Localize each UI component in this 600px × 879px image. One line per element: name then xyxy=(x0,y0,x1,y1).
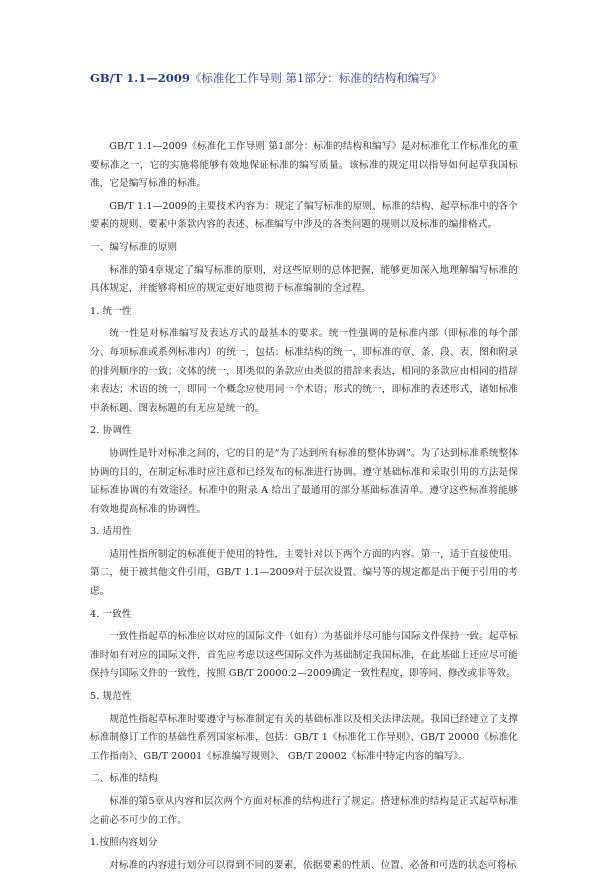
title-name: 《标准化工作导则 第1部分：标准的结构和编写》 xyxy=(189,71,443,85)
subsection-heading: 1.按照内容划分 xyxy=(90,837,158,849)
paragraph: 对标准的内容进行划分可以得到不同的要素，依据要素的性质、位置、必备和可选的状态可将标 xyxy=(109,859,517,871)
subsection-heading: 3. 适用性 xyxy=(90,526,132,538)
paragraph: 协调性是针对标准之间的，它的目的是“为了达到所有标准的整体协调”。为了达到标准系统整体协调的目的，在制定标准时应注意和已经发布的标准进行协调。遵守基础标准和采取引用的方法是保证标准协调的有效途径。标准中的附录 A 给出了最通用的部分基础标准清单。遵守这些标准将能够有效地提高标准的协调性。 xyxy=(90,447,518,515)
section-heading: 二、标准的结构 xyxy=(90,773,158,785)
document-body xyxy=(90,138,518,879)
title-code: GB/T 1.1—2009 xyxy=(90,71,190,85)
section-heading: 一、编写标准的原则 xyxy=(90,241,178,253)
paragraph: 标准的第5章从内容和层次两个方面对标准的结构进行了规定。搭建标准的结构是正式起草标准之前必不可少的工作。 xyxy=(90,796,518,826)
paragraph: 一致性指起草的标准应以对应的国际文件（如有）为基础并尽可能与国际文件保持一致。起草标准时如有对应的国际文件，首先应考虑以这些国际文件为基础制定我国标准，在此基础上还应尽可能保持与国际文件的一致性，按照 GB/T 20000.2—2009确定一致性程度，即等同、修改或非等效。 xyxy=(90,631,518,680)
paragraph: 适用性指所制定的标准便于使用的特性，主要针对以下两个方面的内容。第一，适于直接使用。第二，便于被其他文件引用，GB/T 1.1—2009对于层次设置、编号等的规定都是出于便于引用的考虑。 xyxy=(90,548,518,598)
paragraph: 统一性是对标准编写及表达方式的最基本的要求。统一性强调的是标准内部（即标准的每个部分、每项标准或系列标准内）的统一，包括：标准结构的统一，即标准的章、条、段、表、图和附录的排列顺序的一致；文体的统一，即类似的条款应由类似的措辞来表达，相同的条款应由相同的措辞来表达；术语的统一，即同一个概念应使用同一个术语；形式的统一，即标准的表述形式，诸如标准中条标题、图表标题的有无应是统一的。 xyxy=(90,328,518,414)
subsection-heading: 4. 一致性 xyxy=(90,608,132,620)
paragraph: 规范性指起草标准时要遵守与标准制定有关的基础标准以及相关法律法规。我国已经建立了支撑标准制修订工作的基础性系列国家标准，包括：GB/T 1《标准化工作导则》、GB/T 20000《标准化工作指南》、GB/T 20001《标准编写规则》、 GB/T 20002《标准中特定内容的编写》。 xyxy=(90,713,518,762)
subsection-heading: 1. 统一性 xyxy=(90,305,132,317)
paragraph: 标准的第4章规定了编写标准的原则，对这些原则的总体把握，能够更加深入地理解编写标准的具体规定，并能够将相应的规定更好地贯彻于标准编制的全过程。 xyxy=(90,264,518,295)
paragraph: GB/T 1.1—2009《标准化工作导则 第1部分：标准的结构和编写》是对标准化工作标准化的重要标准之一，它的实施将能够有效地保证标准的编写质量。该标准的规定用以指导如何起草我国标准，它是编写标准的标准。 xyxy=(90,141,518,190)
document-title xyxy=(90,70,550,86)
paragraph: GB/T 1.1—2009的主要技术内容为：规定了编写标准的原则、标准的结构、起草标准中的各个要素的规则、要素中条款内容的表述、标准编写中涉及的各类问题的规则以及标准的编排格式。 xyxy=(90,200,518,231)
subsection-heading: 2. 协调性 xyxy=(90,425,132,437)
subsection-heading: 5. 规范性 xyxy=(90,691,132,703)
